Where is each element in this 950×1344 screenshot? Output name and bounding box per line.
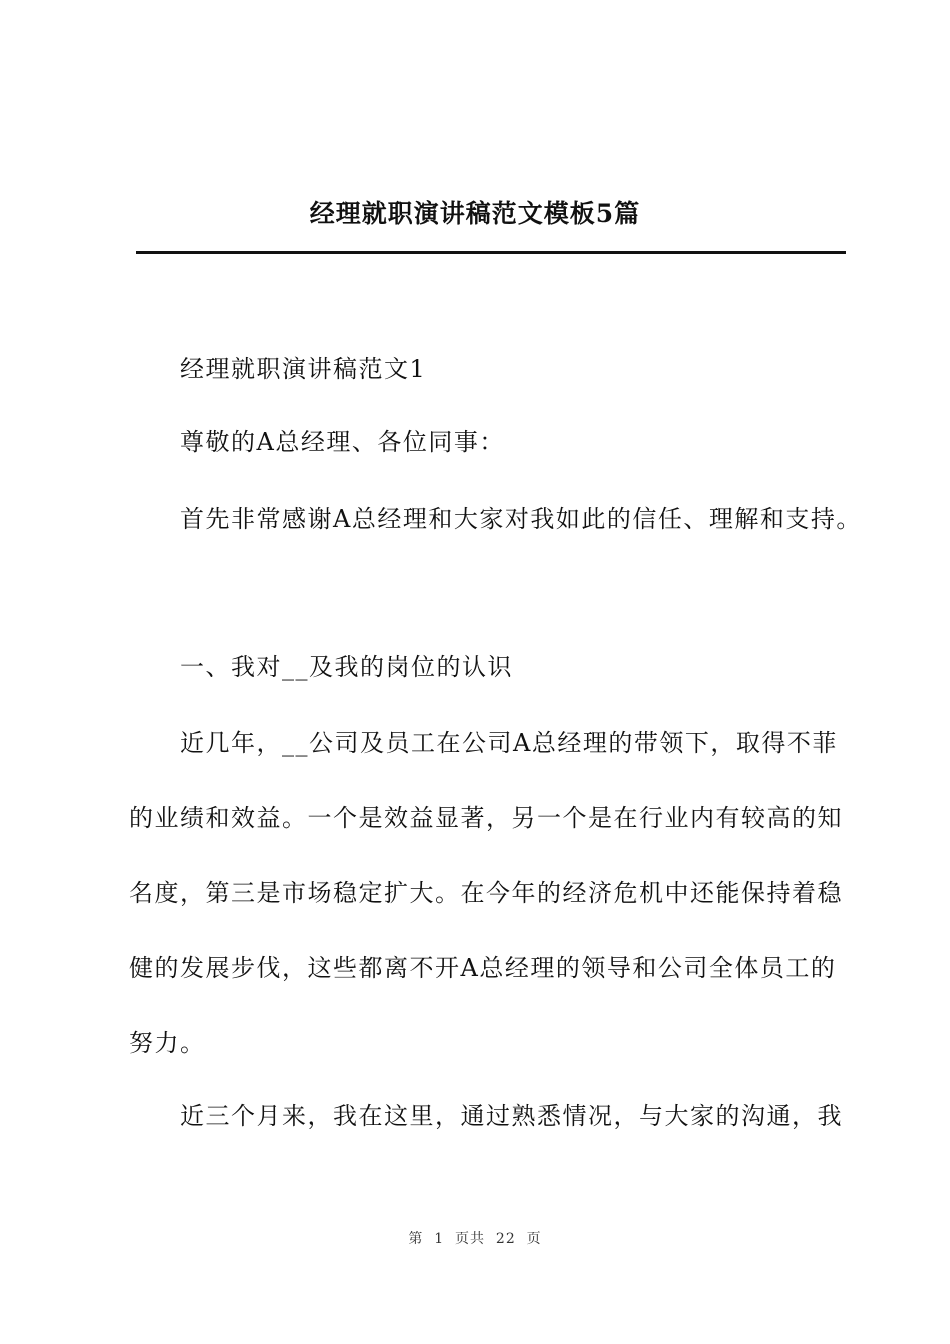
paragraph-1-line: 的业绩和效益。一个是效益显著，另一个是在行业内有较高的知 — [129, 804, 843, 832]
section-heading: 一、我对__及我的岗位的认识 — [180, 653, 513, 681]
paragraph-1 — [129, 706, 843, 1081]
document-title: 经理就职演讲稿范文模板5篇 — [309, 199, 641, 228]
paragraph-1-line: 努力。 — [129, 1029, 206, 1057]
paragraph-1-line: 健的发展步伐，这些都离不开A总经理的领导和公司全体员工的 — [129, 954, 837, 982]
speech-heading: 经理就职演讲稿范文1 — [180, 355, 427, 383]
paragraph-1-line: 名度，第三是市场稳定扩大。在今年的经济危机中还能保持着稳 — [129, 879, 843, 907]
thanks-line: 首先非常感谢A总经理和大家对我如此的信任、理解和支持。 — [180, 505, 862, 533]
paragraph-2-line: 近三个月来，我在这里，通过熟悉情况，与大家的沟通，我 — [180, 1102, 843, 1130]
page-footer: 第 1 页共 22 页 — [408, 1231, 542, 1247]
title-underline — [136, 251, 846, 254]
salutation-line: 尊敬的A总经理、各位同事： — [180, 428, 505, 456]
paragraph-1-line: 近几年，__公司及员工在公司A总经理的带领下，取得不菲 — [180, 729, 838, 757]
